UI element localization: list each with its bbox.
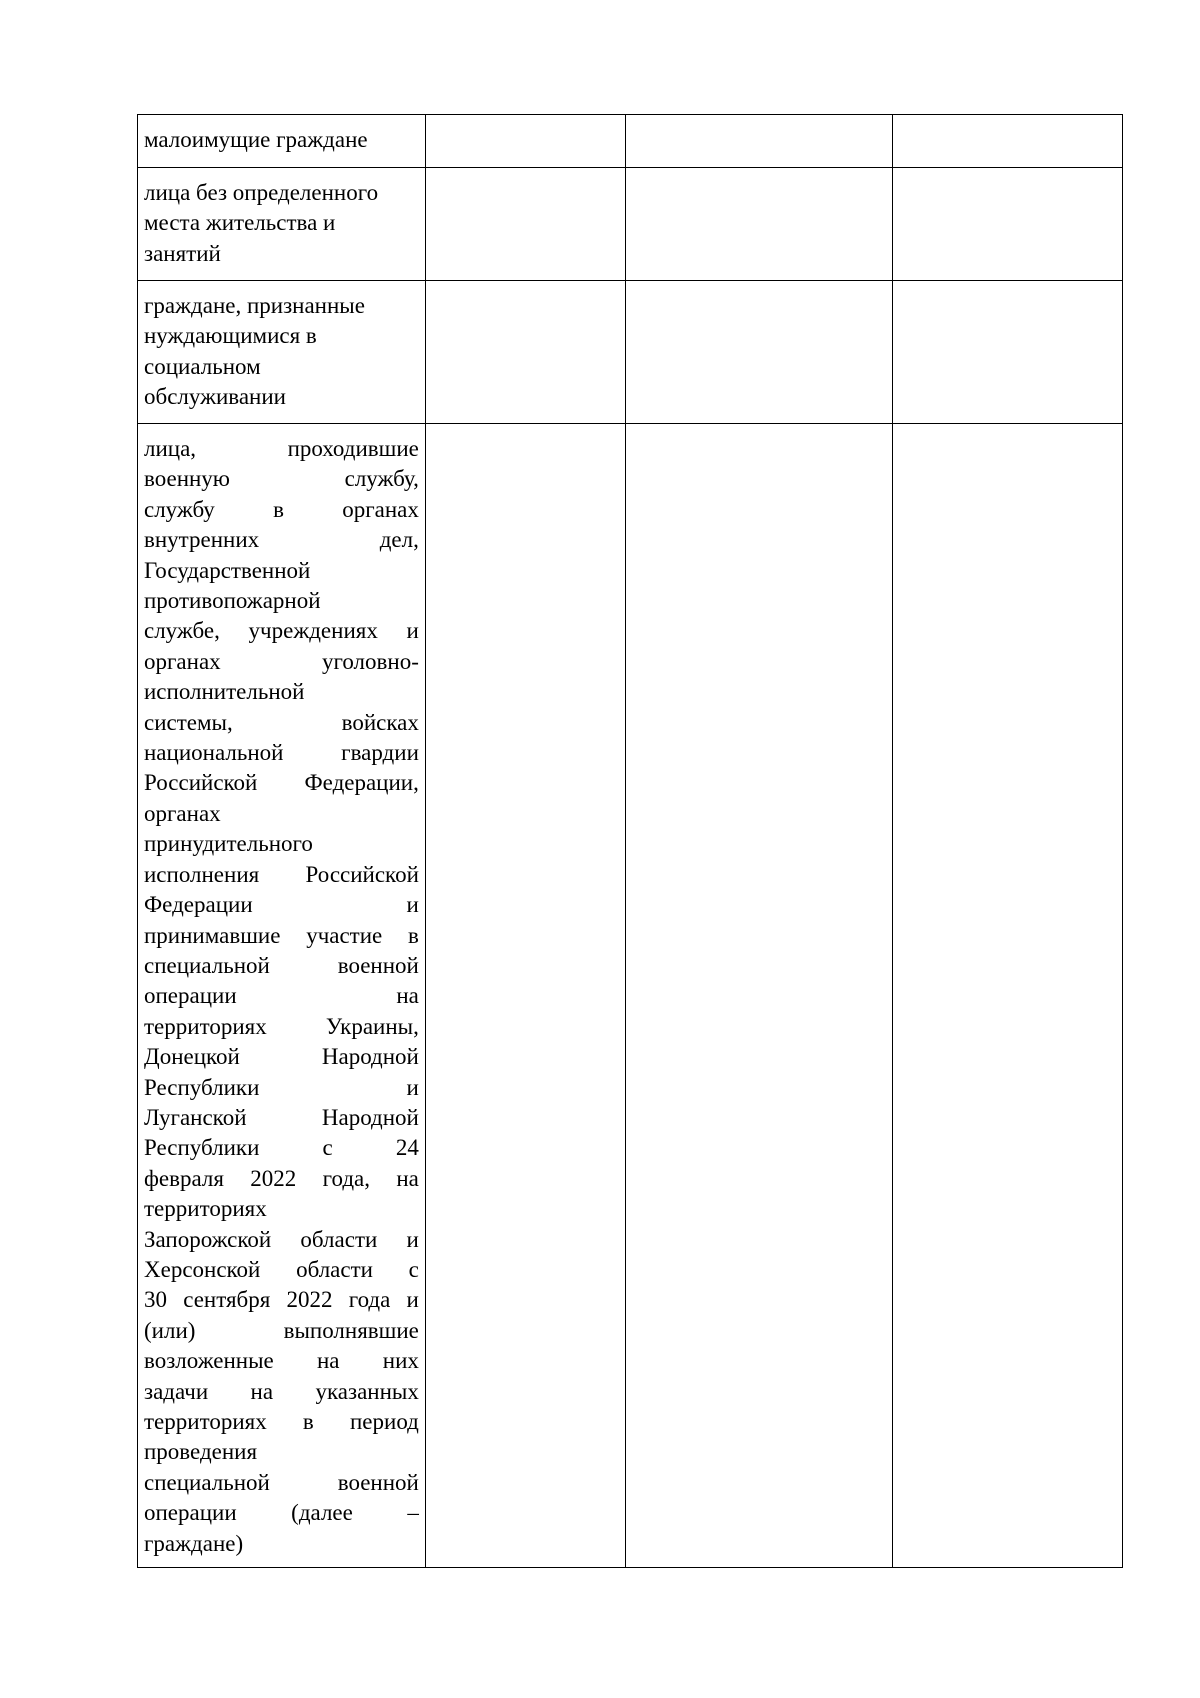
empty-cell — [893, 424, 1123, 1568]
category-text-line: нуждающимися в — [144, 323, 317, 349]
category-text-line: февраля 2022 года, на — [144, 1165, 419, 1191]
category-cell — [138, 424, 426, 1568]
category-text-line: Херсонской области с — [144, 1256, 419, 1282]
empty-cell — [626, 168, 893, 281]
category-text-line: занятий — [144, 240, 221, 266]
category-text-line: внутренних дел, — [144, 527, 419, 553]
table-row — [138, 168, 1123, 281]
category-text-line: органах — [144, 800, 221, 826]
category-text-line: принудительного — [144, 831, 313, 857]
category-text-line: лица без определенного — [144, 180, 379, 205]
category-cell — [138, 281, 426, 424]
empty-cell — [425, 281, 626, 424]
category-cell — [138, 115, 426, 168]
category-text-line: органах уголовно- — [144, 648, 419, 674]
category-text-line: территориях Украины, — [144, 1013, 419, 1039]
category-text-line: исполнения Российской — [144, 861, 419, 887]
category-text-line: возложенные на них — [144, 1348, 419, 1374]
empty-cell — [893, 168, 1123, 281]
category-text-line: Запорожской области и — [144, 1226, 419, 1252]
category-text-line: социальном — [144, 353, 261, 379]
category-text-line: 30 сентября 2022 года и — [144, 1287, 419, 1313]
category-text-line: Федерации и — [144, 892, 419, 918]
category-text-line: принимавшие участие в — [144, 922, 419, 948]
category-text-line: специальной военной — [144, 952, 419, 978]
category-text-line: системы, войсках — [144, 709, 419, 735]
category-text-line: Луганской Народной — [144, 1104, 419, 1130]
category-text-line: территориях — [144, 1196, 267, 1222]
category-text-line: Республики и — [144, 1074, 419, 1100]
category-text-line: службе, учреждениях и — [144, 618, 419, 644]
category-text-line: Республики с 24 — [144, 1135, 419, 1161]
empty-cell — [626, 424, 893, 1568]
category-text-line: обслуживании — [144, 384, 286, 410]
category-text-line: места жительства и — [144, 210, 336, 236]
category-text-line: исполнительной — [144, 679, 305, 705]
category-text-line: граждане, признанные — [144, 293, 365, 318]
category-text-line: проведения — [144, 1439, 258, 1465]
category-text-line: Государственной — [144, 557, 311, 583]
category-text-line: малоимущие граждане — [144, 127, 368, 152]
table-row — [138, 424, 1123, 1568]
category-text-line: службу в органах — [144, 496, 419, 522]
category-text-line: Донецкой Народной — [144, 1044, 419, 1070]
empty-cell — [425, 424, 626, 1568]
category-text-line: противопожарной — [144, 588, 321, 614]
empty-cell — [893, 281, 1123, 424]
document-table — [137, 114, 1123, 1568]
category-text-line: военную службу, — [144, 466, 419, 492]
empty-cell — [425, 168, 626, 281]
table-row — [138, 115, 1123, 168]
category-text-line: территориях в период — [144, 1409, 419, 1434]
empty-cell — [425, 115, 626, 168]
table-row — [138, 281, 1123, 424]
category-text-line: Российской Федерации, — [144, 770, 419, 796]
category-text-line: специальной военной — [144, 1469, 419, 1495]
category-text-line: операции (далее – — [144, 1500, 419, 1526]
empty-cell — [626, 115, 893, 168]
category-text-line: граждане) — [144, 1530, 244, 1556]
category-text-line: задачи на указанных — [144, 1378, 419, 1404]
empty-cell — [626, 281, 893, 424]
empty-cell — [893, 115, 1123, 168]
category-text-line: лица, проходившие — [144, 436, 419, 461]
category-text-line: (или) выполнявшие — [144, 1317, 419, 1343]
category-cell — [138, 168, 426, 281]
category-text-line: национальной гвардии — [144, 740, 419, 766]
category-text-line: операции на — [144, 983, 419, 1009]
